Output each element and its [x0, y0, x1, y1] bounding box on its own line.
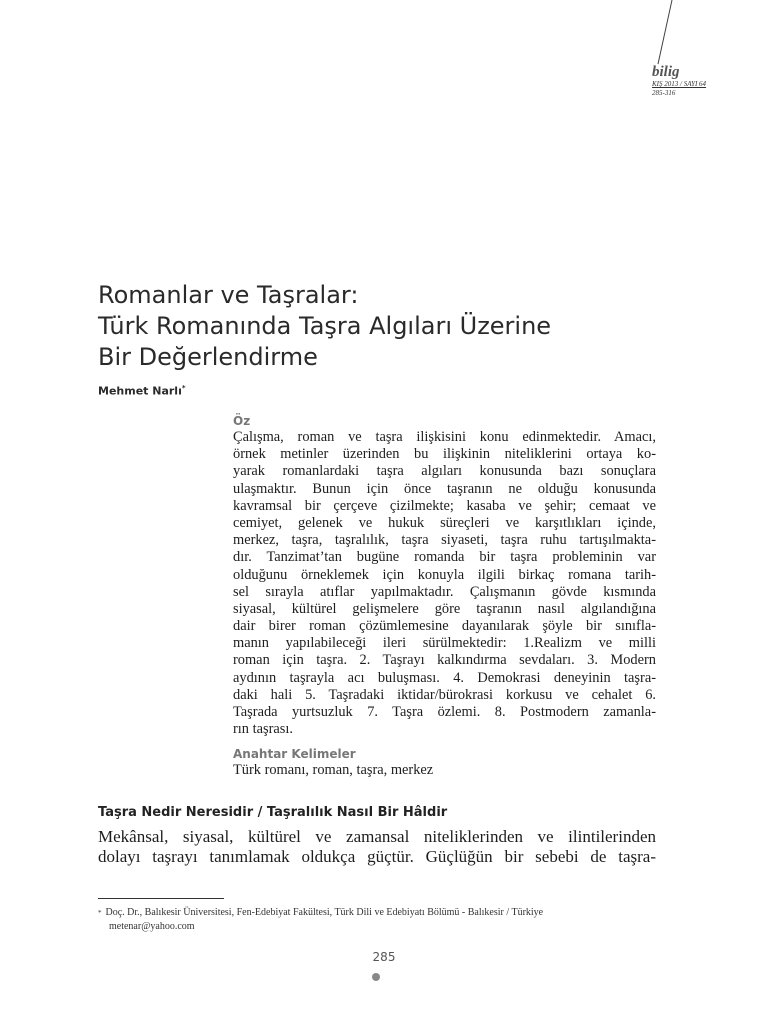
abstract-line: örnek metinler üzerinden bu ilişkinin niteliklerini ortaya ko-	[233, 446, 656, 463]
keywords-text: Türk romanı, roman, taşra, merkez	[233, 762, 434, 779]
keywords-heading: Anahtar Kelimeler	[233, 747, 356, 762]
journal-issue: KIŞ 2013 / SAYI 64	[652, 80, 707, 88]
abstract-line: aydının taşrayla acı buluşması. 4. Demokrasi deneyinin taşra-	[233, 669, 656, 686]
body-line: dolayı taşrayı tanımlamak oldukça güçtür. Güçlüğün bir sebebi de taşra-	[98, 847, 656, 866]
page-number: 285	[372, 950, 396, 964]
abstract-line: siyasal, kültürel gelişmelere göre taşranın nasıl algılandığına	[233, 600, 656, 617]
abstract-line: sel sırayla atıflar yapılmaktadır. Çalışmanın gövde kısmında	[233, 583, 656, 600]
abstract-line: manın yapılabileceği ileri sürülmektedir: 1.Realizm ve milli	[233, 635, 656, 652]
footnote-affiliation-row	[98, 906, 698, 920]
abstract-line: Taşrada yurtsuzluk 7. Taşra özlemi. 8. Postmodern zamanla-	[233, 704, 656, 720]
footnote	[98, 906, 698, 934]
footnote-divider	[98, 898, 224, 899]
footnote-mark: *	[98, 909, 102, 917]
author-text: Mehmet Narlı	[98, 384, 182, 398]
journal-name: bilig	[652, 64, 680, 80]
title-line: Bir Değerlendirme	[98, 343, 318, 371]
body-line: Mekânsal, siyasal, kültürel ve zamansal niteliklerinden ve ilintilerinden	[98, 827, 656, 846]
decorative-slash-line	[650, 0, 680, 68]
section-heading: Taşra Nedir Neresidir / Taşralılık Nasıl Bir Hâldir	[98, 805, 448, 820]
footnote-email: metenar@yahoo.com	[109, 921, 195, 932]
title-line: Romanlar ve Taşralar:	[98, 281, 359, 309]
page-dot	[372, 973, 380, 981]
abstract-line: merkez, taşra, taşralılık, taşra siyaseti, taşra ruhu tartışılmakta-	[233, 532, 656, 549]
title-line: Türk Romanında Taşra Algıları Üzerine	[98, 312, 552, 340]
abstract-line: roman için taşra. 2. Taşrayı kalkındırma sevdaları. 3. Modern	[233, 652, 656, 669]
abstract-line: rın taşrası.	[233, 721, 293, 738]
abstract-heading: Öz	[233, 414, 251, 428]
author-footnote-mark: *	[181, 384, 186, 392]
body-paragraph	[98, 827, 656, 867]
abstract-line: ulaşmaktır. Bunun için önce taşranın ne olduğu konusunda	[233, 480, 656, 497]
abstract-line: yarak romanlardaki taşra algıları konusunda bazı sonuçlara	[233, 463, 656, 480]
abstract-block	[233, 413, 656, 779]
abstract-line: olduğunu örneklemek için konuyla ilgili birkaç romana tarih-	[233, 566, 656, 583]
abstract-line: Çalışma, roman ve taşra ilişkisini konu edinmektedir. Amacı,	[233, 429, 656, 445]
abstract-line: dair birer roman çözümlemesine dayanılarak şöyle bir sınıfla-	[233, 618, 656, 635]
journal-pages: 285-316	[652, 89, 676, 97]
journal-header	[652, 64, 706, 98]
article-title	[98, 280, 718, 373]
abstract-line: kavramsal bir çerçeve çizilmekte; kasaba ve şehir; cemaat ve	[233, 497, 656, 514]
abstract-line: cemiyet, gelenek ve hukuk süreçleri ve karşıtlıkları içinde,	[233, 514, 656, 531]
abstract-line: daki hali 5. Taşradaki iktidar/bürokrasi korkusu ve cehalet 6.	[233, 686, 656, 703]
footnote-affiliation: Doç. Dr., Balıkesir Üniversitesi, Fen-Edebiyat Fakültesi, Türk Dili ve Edebiyatı Bölümü - Balıkesir / Türkiye	[105, 907, 544, 918]
abstract-line: dır. Tanzimat’tan bugüne romanda bir taşra probleminin var	[233, 549, 656, 566]
author-name	[98, 384, 186, 398]
